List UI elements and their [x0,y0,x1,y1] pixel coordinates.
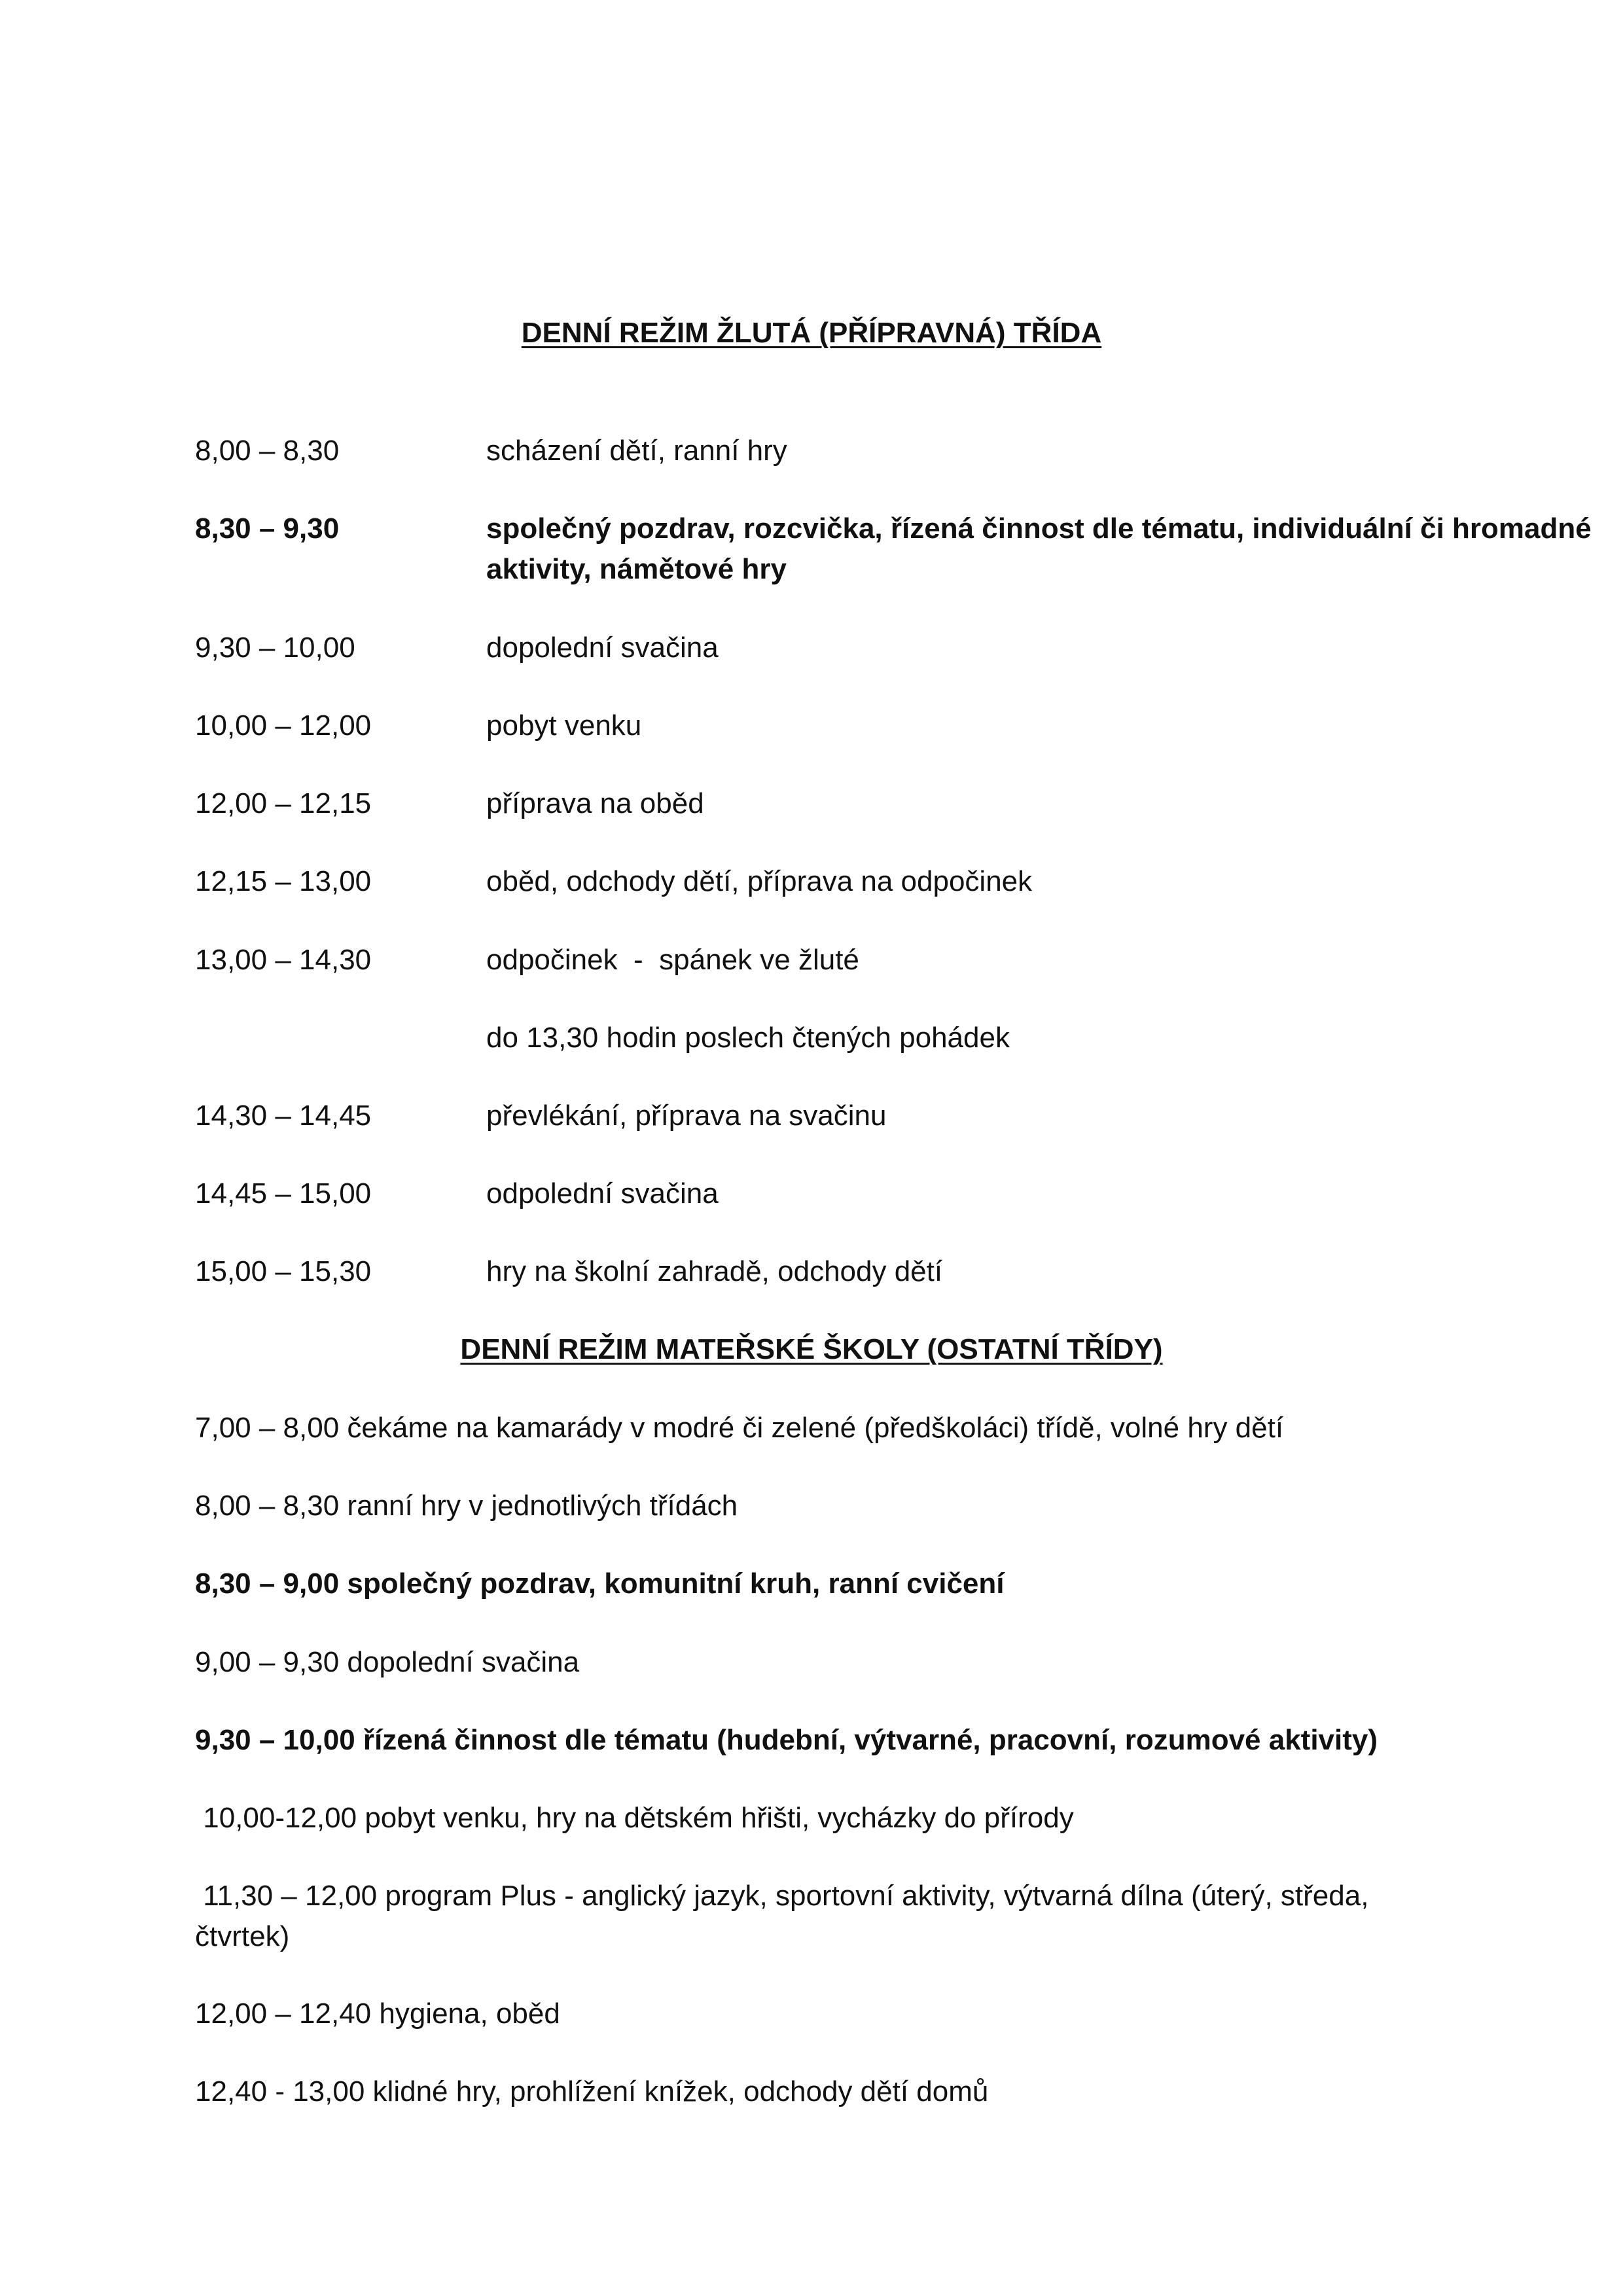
section2-title: DENNÍ REŽIM MATEŘSKÉ ŠKOLY (OSTATNÍ TŘÍDY) [460,1333,1163,1365]
row-activity: pobyt venku [486,709,642,742]
row-time: 14,30 – 14,45 [195,1100,372,1132]
row-activity: scházení dětí, ranní hry [486,435,787,467]
schedule-line: 8,00 – 8,30 ranní hry v jednotlivých třídách [195,1490,738,1522]
row-activity: oběd, odchody dětí, příprava na odpočinek [486,865,1033,897]
row-activity: příprava na oběd [486,787,704,819]
schedule-line: 7,00 – 8,00 čekáme na kamarády v modré či zelené (předškoláci) třídě, volné hry dětí [195,1412,1284,1444]
row-time: 8,00 – 8,30 [195,435,340,467]
row-activity: společný pozdrav, rozcvička, řízená činnost dle tématu, individuální či hromadné aktivity, námětové hry [486,512,1592,585]
row-time: 12,00 – 12,15 [195,787,372,819]
row-activity: dopolední svačina [486,632,719,664]
schedule-line: 12,00 – 12,40 hygiena, oběd [195,1998,560,2030]
schedule-line: 9,00 – 9,30 dopolední svačina [195,1646,580,1678]
schedule-line: 10,00-12,00 pobyt venku, hry na dětském hřišti, vycházky do přírody [195,1802,1074,1834]
row-activity: do 13,30 hodin poslech čtených pohádek [486,1022,1010,1054]
row-time: 13,00 – 14,30 [195,944,372,976]
row-activity: odpolední svačina [486,1177,719,1210]
row-activity: hry na školní zahradě, odchody dětí [486,1255,943,1287]
row-time: 10,00 – 12,00 [195,709,372,742]
section1-title: DENNÍ REŽIM ŽLUTÁ (PŘÍPRAVNÁ) TŘÍDA [521,317,1102,349]
row-time: 12,15 – 13,00 [195,865,372,897]
row-time: 8,30 – 9,30 [195,512,340,545]
row-activity: převlékání, příprava na svačinu [486,1100,887,1132]
schedule-line: 12,40 - 13,00 klidné hry, prohlížení knížek, odchody dětí domů [195,2075,989,2108]
row-activity: odpočinek - spánek ve žluté [486,944,859,976]
schedule-line: 8,30 – 9,00 společný pozdrav, komunitní kruh, ranní cvičení [195,1568,1005,1600]
row-time: 9,30 – 10,00 [195,632,355,664]
schedule-line: 9,30 – 10,00 řízená činnost dle tématu (hudební, výtvarné, pracovní, rozumové aktivity) [195,1724,1378,1756]
row-time: 14,45 – 15,00 [195,1177,372,1210]
schedule-line: 11,30 – 12,00 program Plus - anglický jazyk, sportovní aktivity, výtvarná dílna (úterý, středa, čtvrtek) [195,1880,1377,1952]
row-time: 15,00 – 15,30 [195,1255,372,1287]
